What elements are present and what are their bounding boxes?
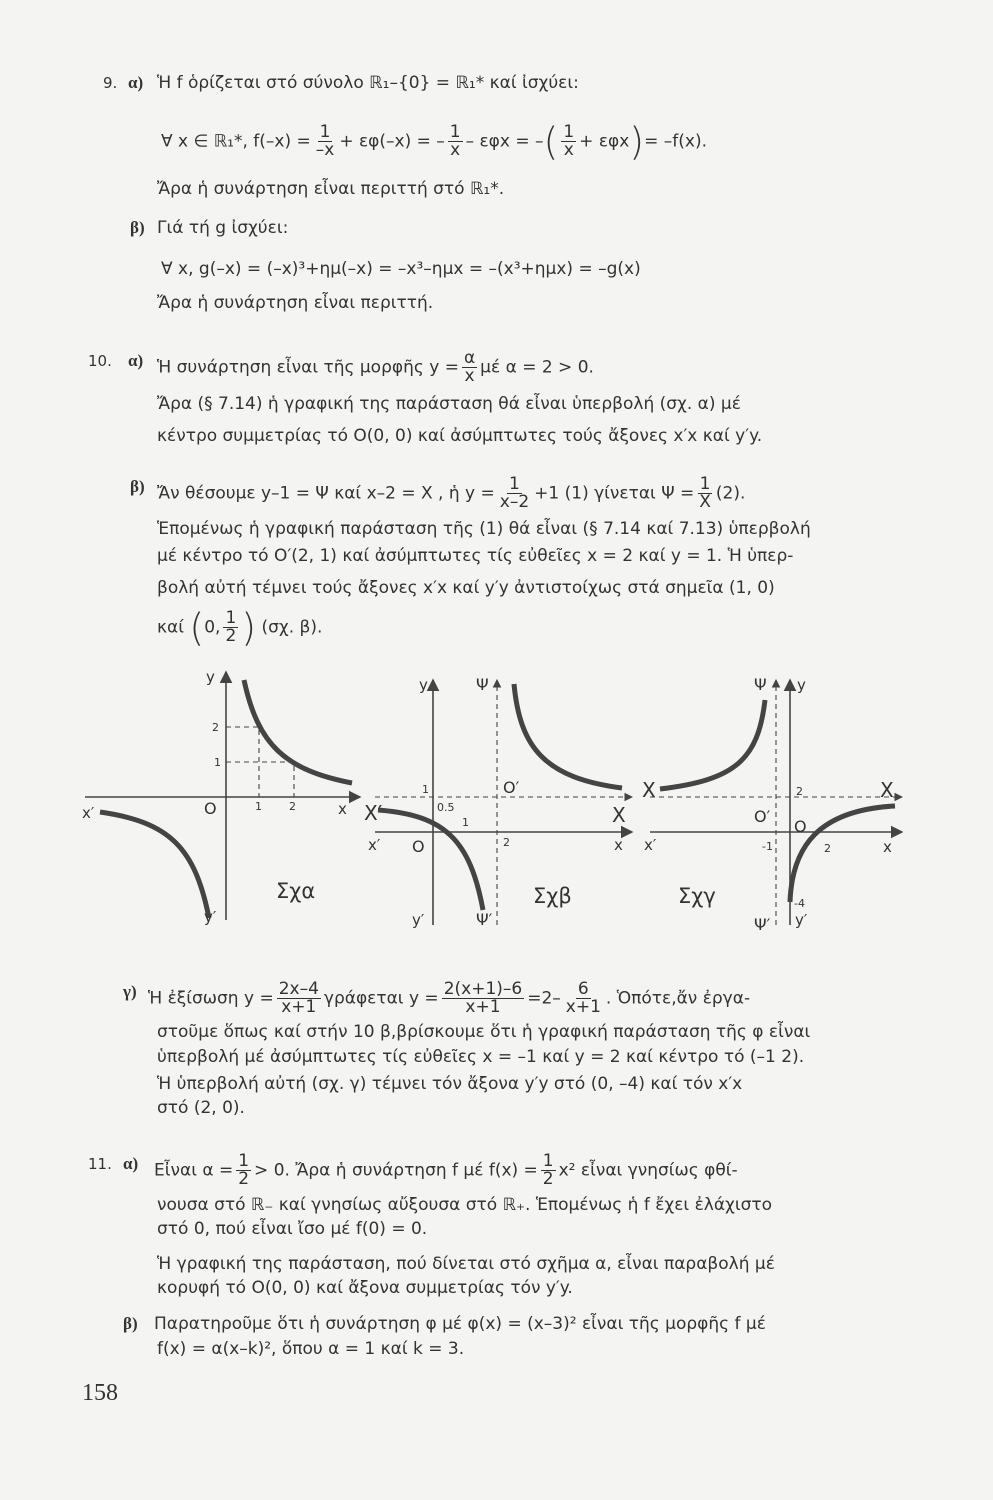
figure-b xyxy=(364,675,632,929)
p10-a-label: α) xyxy=(128,351,144,370)
p10-g-line2: στοῦμε ὅπως καί στήν 10 β,βρίσκουμε ὅτι ἡ γραφική παράσταση τῆς φ εἶναι xyxy=(157,1022,811,1042)
page-number: 158 xyxy=(82,1380,118,1406)
fig-c-X-label: X xyxy=(880,778,894,802)
fig-a-caption: Σχα xyxy=(276,879,316,903)
p10-g-label: γ) xyxy=(123,982,137,1001)
fig-b-O-prime-label: O′ xyxy=(503,778,520,797)
fig-b-tick-1: 1 xyxy=(422,783,429,796)
p10-b-line2: Ἑπομένως ἡ γραφική παράσταση τῆς (1) θά εἶναι (§ 7.14 καί 7.13) ὑπερβολή xyxy=(157,519,811,539)
fig-b-X-prime-label: X′ xyxy=(364,801,383,825)
fig-b-tick-half: 0.5 xyxy=(437,801,455,814)
fig-c-O-prime-label: O′ xyxy=(754,807,771,826)
p9-b-intro: Γιά τή g ἰσχύει: xyxy=(157,218,289,238)
fig-c-y-prime-label: y′ xyxy=(795,911,808,929)
fig-a-x-label: x xyxy=(338,800,347,818)
fig-a-tick-y1: 1 xyxy=(214,756,221,769)
p9-a-conclusion: Ἄρα ἡ συνάρτηση εἶναι περιττή στό ℝ₁*. xyxy=(157,179,505,199)
p11-a-line2: νουσα στό ℝ₋ καί γνησίως αὔξουσα στό ℝ₊. Ἑπομένως ἡ f ἔχει ἐλάχιστο xyxy=(157,1195,773,1215)
p10-b-line3: μέ κέντρο τό O′(2, 1) καί ἀσύμπτωτες τίς εὐθεῖες x = 2 καί y = 1. Ἡ ὑπερ- xyxy=(157,546,794,566)
p10-g-line3: ὑπερβολή μέ ἀσύμπτωτες τίς εὐθεῖες x = –1 καί y = 2 καί κέντρο τό (–1 2). xyxy=(157,1047,805,1067)
p10-b-line1: Ἄν θέσουμε y–1 = Ψ καί x–2 = X , ἡ y = $\frac{1}{x-2}$ +1 (1) γίνεται Ψ = $\frac{1}{X}$ (2). xyxy=(157,474,746,512)
fig-c-X-left-label: X xyxy=(642,778,656,802)
fig-c-Psi-prime-label: Ψ′ xyxy=(754,915,771,934)
fig-b-Psi-prime-label: Ψ′ xyxy=(476,910,493,929)
p10-g-line1: Ἡ ἐξίσωση y = $\frac{2x-4}{x+1}$ γράφεται y = $\frac{2(x+1)-6}{x+1}$ =2– $\frac{6}{x+1}$ . Ὁπότε,ἄν ἐργα- xyxy=(148,979,751,1017)
fig-c-tick-m4: -4 xyxy=(794,897,805,910)
fig-a-tick-y2: 2 xyxy=(212,721,219,734)
fig-c-tick-x2: 2 xyxy=(824,842,831,855)
fig-b-O-label: O xyxy=(412,837,425,856)
fig-a-tick-x1: 1 xyxy=(255,800,262,813)
p11-a-line5: κορυφή τό O(0, 0) καί ἄξονα συμμετρίας τόν y′y. xyxy=(157,1278,573,1298)
fig-a-branch-left xyxy=(100,812,209,918)
fig-c-tick-2: 2 xyxy=(796,785,803,798)
fig-c-tick-m1: -1 xyxy=(762,840,773,853)
fig-b-tick-x1: 1 xyxy=(462,816,469,829)
fig-b-tick-x2: 2 xyxy=(503,836,510,849)
fig-c-x-prime-label: x′ xyxy=(644,836,657,854)
fig-c-Psi-label: Ψ xyxy=(754,675,767,694)
p10-g-line5: στό (2, 0). xyxy=(157,1098,245,1118)
fig-c-O-label: O xyxy=(794,817,807,836)
fig-a-tick-x2: 2 xyxy=(289,800,296,813)
p10-g-line4: Ἡ ὑπερβολή αὐτή (σχ. γ) τέμνει τόν ἄξονα y′y στό (0, –4) καί τόν x′x xyxy=(157,1074,743,1094)
p10-b-line5: καί (0, $\frac{1}{2}$ ) (σχ. β). xyxy=(157,605,323,650)
p9-b-label: β) xyxy=(130,218,145,237)
p11-a-label: α) xyxy=(123,1154,139,1173)
p9-b-conclusion: Ἄρα ἡ συνάρτηση εἶναι περιττή. xyxy=(157,293,434,313)
problem-10-number: 10. xyxy=(88,352,112,370)
fig-c-caption: Σχγ xyxy=(678,884,716,908)
fig-b-y-prime-label: y′ xyxy=(412,911,425,929)
p10-a-line2: Ἄρα (§ 7.14) ἡ γραφική της παράσταση θά εἶναι ὑπερβολή (σχ. α) μέ xyxy=(157,394,741,414)
problem-9-number: 9. xyxy=(103,74,118,92)
fig-b-branch-right xyxy=(514,684,622,788)
fig-b-y-label: y xyxy=(419,676,428,694)
fig-c-branch-left xyxy=(660,700,765,789)
fig-b-x-prime-label: x′ xyxy=(368,836,381,854)
fig-b-x-label: x xyxy=(614,836,623,854)
p10-a-line1: Ἡ συνάρτηση εἶναι τῆς μορφῆς y = $\frac{\alpha}{x}$ μέ α = 2 > 0. xyxy=(157,348,594,386)
p10-b-label: β) xyxy=(130,477,145,496)
figure-a xyxy=(82,668,360,926)
p9-b-equation: ∀ x, g(–x) = (–x)³+ημ(–x) = –x³–ημx = –(x³+ημx) = –g(x) xyxy=(161,259,641,279)
fig-a-guide-y1 xyxy=(226,762,294,797)
p11-b-line2: f(x) = α(x–k)², ὅπου α = 1 καί k = 3. xyxy=(157,1339,465,1359)
fig-b-caption: Σχβ xyxy=(533,884,572,908)
fig-b-Psi-label: Ψ xyxy=(476,675,489,694)
figure-c xyxy=(642,675,902,934)
fig-c-y-label: y xyxy=(797,676,806,694)
fig-b-X-label: X xyxy=(612,803,626,827)
fig-a-origin-label: O xyxy=(204,799,217,818)
p10-b-line4: βολή αὐτή τέμνει τούς ἄξονες x′x καί y′y ἀντιστοίχως στά σημεῖα (1, 0) xyxy=(157,578,775,598)
p11-a-line3: στό 0, πού εἶναι ἴσο μέ f(0) = 0. xyxy=(157,1219,428,1239)
fig-a-x-prime-label: x′ xyxy=(82,804,95,822)
fig-c-x-label: x xyxy=(883,838,892,856)
fig-a-y-label: y xyxy=(206,668,215,686)
p11-b-label: β) xyxy=(123,1314,138,1333)
p9-a-intro: Ἡ f ὁρίζεται στό σύνολο ℝ₁–{0} = ℝ₁* καί ἰσχύει: xyxy=(157,73,579,93)
fig-a-y-prime-label: y′ xyxy=(204,908,217,926)
fig-a-branch-right xyxy=(244,680,352,783)
p11-a-line1: Εἶναι α = $\frac{1}{2}$ > 0. Ἄρα ἡ συνάρτηση f μέ f(x) = $\frac{1}{2}$ x² εἶναι γνησίως φθί- xyxy=(154,1151,738,1189)
p9-a-equation: ∀ x ∈ ℝ₁*, f(–x) = $\frac{1}{-x}$ + εφ(–x) = – $\frac{1}{x}$ – εφx = –( $\frac{1}{x}$ + εφx)= –f(x). xyxy=(161,119,707,164)
p9-a-label: α) xyxy=(128,73,144,92)
p11-b-line1: Παρατηροῦμε ὅτι ἡ συνάρτηση φ μέ φ(x) = (x–3)² εἶναι τῆς μορφῆς f μέ xyxy=(154,1314,766,1334)
p11-a-line4: Ἡ γραφική της παράσταση, πού δίνεται στό σχῆμα α, εἶναι παραβολή μέ xyxy=(157,1254,775,1274)
p10-a-line3: κέντρο συμμετρίας τό O(0, 0) καί ἀσύμπτωτες τούς ἄξονες x′x καί y′y. xyxy=(157,426,763,446)
problem-11-number: 11. xyxy=(88,1155,112,1173)
